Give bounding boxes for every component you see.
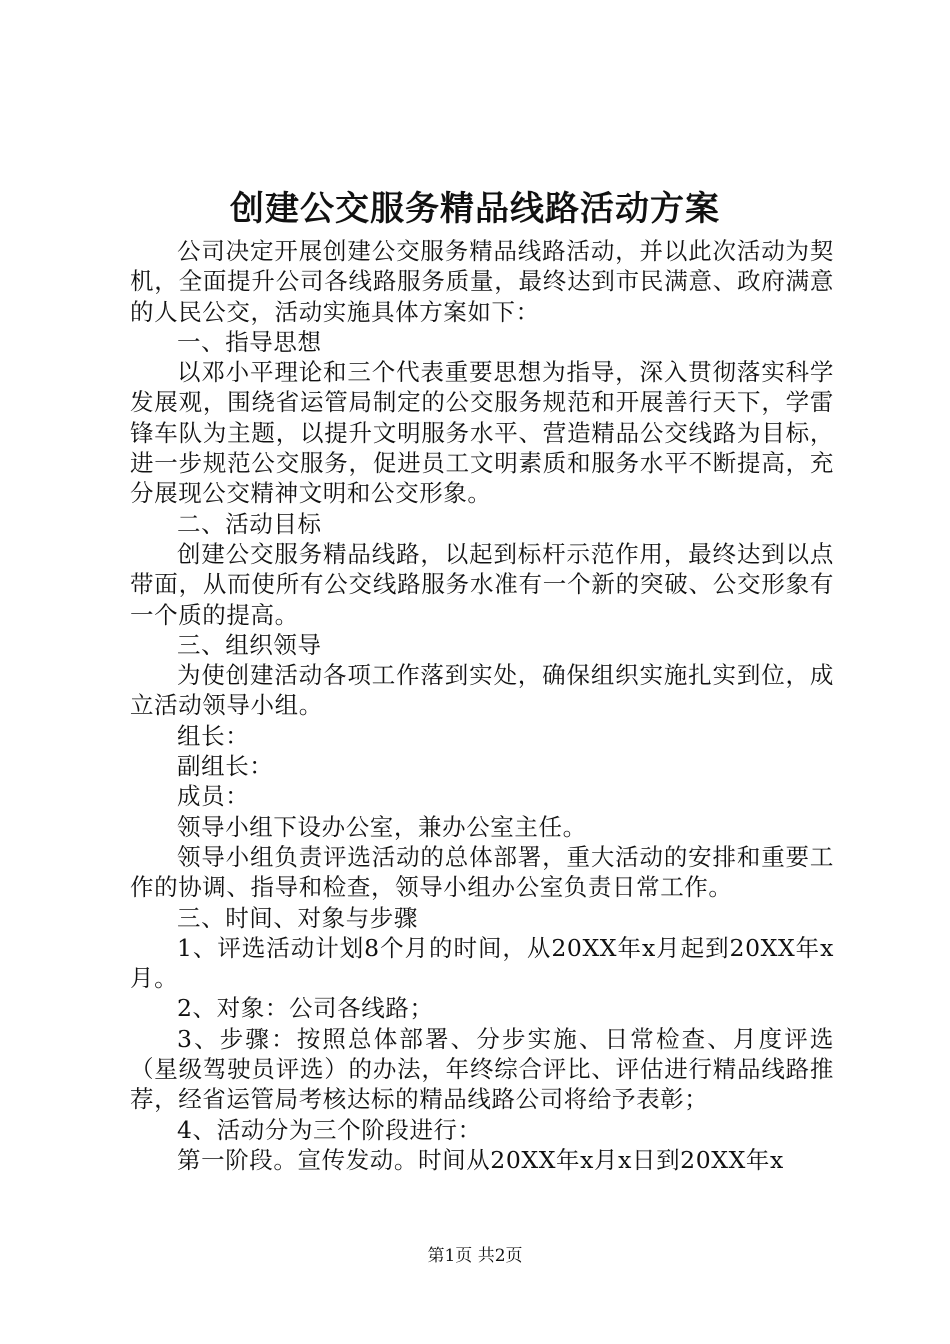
paragraph-guiding-ideology: 以邓小平理论和三个代表重要思想为指导，深入贯彻落实科学发展观，围绕省运管局制定的公交服务规范和开展善行天下，学雷锋车队为主题，以提升文明服务水平、营造精品公交线路为目标，进一步规范公交服务，促进员工文明素质和服务水平不断提高，充分展现公交精神文明和公交形象。 — [130, 358, 834, 508]
list-item-schedule-1: 1、评选活动计划8个月的时间，从20XX年x月起到20XX年x月。 — [130, 933, 834, 993]
section-heading-organization: 三、组织领导 — [177, 630, 322, 659]
list-item-schedule-2: 2、对象：公司各线路； — [177, 994, 434, 1023]
section-heading-activity-goals: 二、活动目标 — [177, 509, 322, 538]
list-item-schedule-4: 4、活动分为三个阶段进行： — [177, 1115, 482, 1144]
paragraph-responsibilities: 领导小组负责评选活动的总体部署，重大活动的安排和重要工作的协调、指导和检查，领导小组办公室负责日常工作。 — [130, 842, 834, 902]
document-body — [130, 236, 834, 1175]
list-item-schedule-3: 3、步骤：按照总体部署、分步实施、日常检查、月度评选（星级驾驶员评选）的办法，年终综合评比、评估进行精品线路推荐，经省运管局考核达标的精品线路公司将给予表彰； — [130, 1024, 834, 1114]
section-heading-guiding-ideology: 一、指导思想 — [177, 327, 322, 356]
paragraph-phase-one: 第一阶段。宣传发动。时间从20XX年x月x日到20XX年x — [177, 1145, 784, 1174]
section-heading-schedule: 三、时间、对象与步骤 — [177, 903, 418, 932]
document-title: 创建公交服务精品线路活动方案 — [230, 189, 720, 229]
paragraph-intro: 公司决定开展创建公交服务精品线路活动，并以此次活动为契机，全面提升公司各线路服务质量，最终达到市民满意、政府满意的人民公交，活动实施具体方案如下： — [130, 237, 834, 326]
paragraph-office: 领导小组下设办公室，兼办公室主任。 — [177, 812, 587, 841]
paragraph-organization: 为使创建活动各项工作落到实处，确保组织实施扎实到位，成立活动领导小组。 — [130, 661, 834, 720]
line-deputy-leader: 副组长： — [177, 752, 274, 781]
paragraph-activity-goals: 创建公交服务精品线路，以起到标杆示范作用，最终达到以点带面，从而使所有公交线路服务水准有一个新的突破、公交形象有一个质的提高。 — [130, 539, 834, 629]
page-indicator: 第1页 共2页 — [427, 1246, 523, 1266]
line-group-leader: 组长： — [177, 721, 250, 750]
line-members: 成员： — [177, 782, 250, 811]
